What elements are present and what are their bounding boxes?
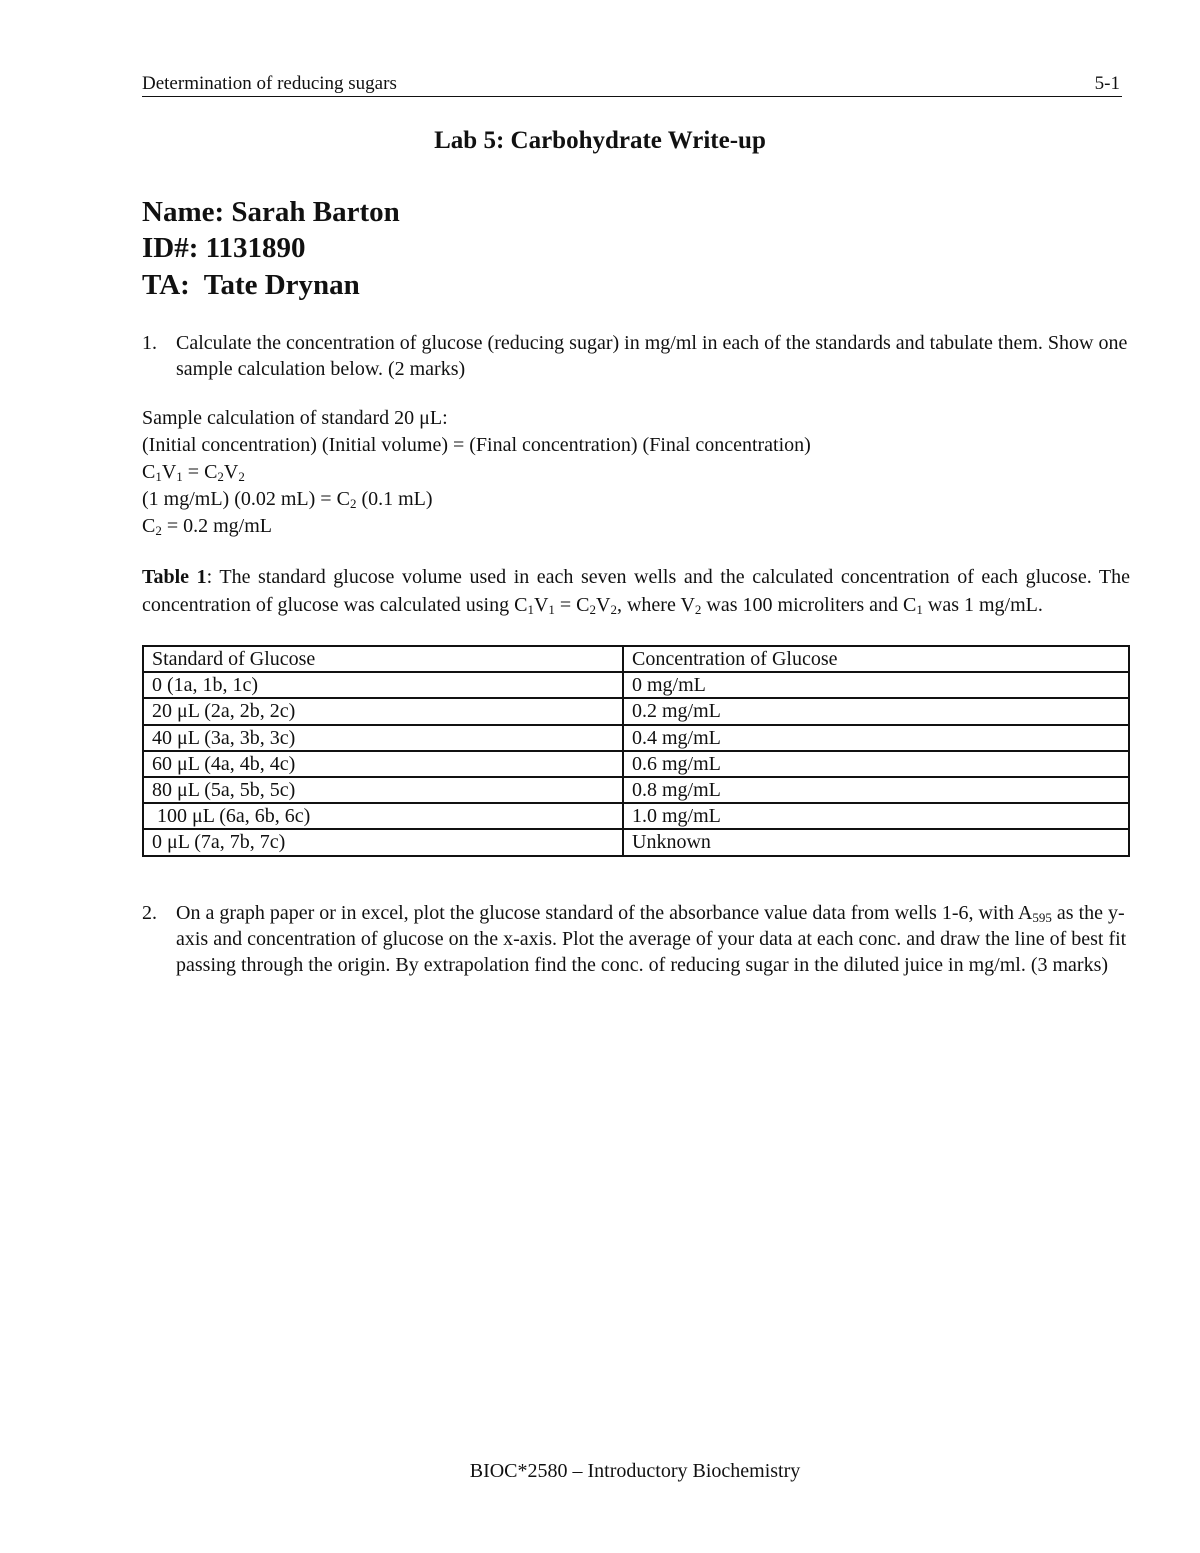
sample-calculation [142,405,1132,540]
running-header [142,74,1122,97]
table-row [143,803,1129,829]
question-2 [142,900,1132,978]
concentration-cell: 0.8 mg/mL [623,777,1129,803]
table-label: Table 1 [142,566,207,588]
calc-heading: Sample calculation of standard 20 μL: [142,407,448,429]
header-title: Determination of reducing sugars [142,73,397,94]
teaching-assistant: TA: Tate Drynan [142,269,360,301]
page-footer: BIOC*2580 – Introductory Biochemistry [469,1460,801,1482]
glucose-standards-table [142,645,1130,857]
table-row [143,829,1129,855]
table-row [143,725,1129,751]
standard-cell: 0 (1a, 1b, 1c) [143,672,623,698]
table-caption-text: : The standard glucose volume used in each seven wells and the calculated concentration of each glucose. The concentration of glucose was calculated using $C_1V_1 = C_2V_2$, where $V_2$ was 100 microliters and $C_1$ was 1 mg/mL. [142,566,1130,617]
student-name: Name: Sarah Barton [142,196,400,228]
question-1 [142,330,1132,382]
table-row [143,777,1129,803]
standard-cell: 0 μL (7a, 7b, 7c) [143,829,623,855]
question-2-text: On a graph paper or in excel, plot the glucose standard of the absorbance value data from wells 1-6, with $A_{595}$ as the y-axis and concentration of glucose on the x-axis. Plot the average of your data at each conc. and draw the line of best fit passing through the origin. By extrapolation find the conc. of reducing sugar in the diluted juice in mg/ml. (3 marks) [176,902,1127,976]
table-header-row [143,646,1129,672]
standard-cell: Standard of Glucose [143,646,623,672]
table-row [143,698,1129,724]
concentration-cell: 1.0 mg/mL [623,803,1129,829]
standard-cell: 60 μL (4a, 4b, 4c) [143,751,623,777]
question-1-text: Calculate the concentration of glucose (reducing sugar) in mg/ml in each of the standards and tabulate them. Show one sample calculation below. (2 marks) [176,332,1128,380]
calc-line-3: (1 mg/mL) (0.02 $mL) = C_2$ (0.1 mL) [142,488,433,511]
document-title: Lab 5: Carbohydrate Write-up [434,127,766,154]
calc-line-1: (Initial concentration) (Initial volume) = (Final concentration) (Final concentration) [142,434,811,456]
calc-line-2: $C_1V_1 = C_2V_2$ [142,461,245,484]
table-row [143,751,1129,777]
question-1-number: 1. [142,332,157,354]
question-2-number: 2. [142,902,157,924]
concentration-cell: 0.2 mg/mL [623,698,1129,724]
concentration-cell: 0.4 mg/mL [623,725,1129,751]
concentration-cell: 0 mg/mL [623,672,1129,698]
concentration-cell: 0.6 mg/mL [623,751,1129,777]
table-caption [142,564,1130,619]
concentration-cell: Unknown [623,829,1129,855]
concentration-cell: Concentration of Glucose [623,646,1129,672]
table-row [143,672,1129,698]
page-number: 5-1 [1094,73,1120,94]
calc-line-4: $C_2 = 0.2$ mg/mL [142,515,273,538]
student-id: ID#: 1131890 [142,232,306,264]
standard-cell: 100 μL (6a, 6b, 6c) [143,803,623,829]
standard-cell: 80 μL (5a, 5b, 5c) [143,777,623,803]
standard-cell: 40 μL (3a, 3b, 3c) [143,725,623,751]
standard-cell: 20 μL (2a, 2b, 2c) [143,698,623,724]
